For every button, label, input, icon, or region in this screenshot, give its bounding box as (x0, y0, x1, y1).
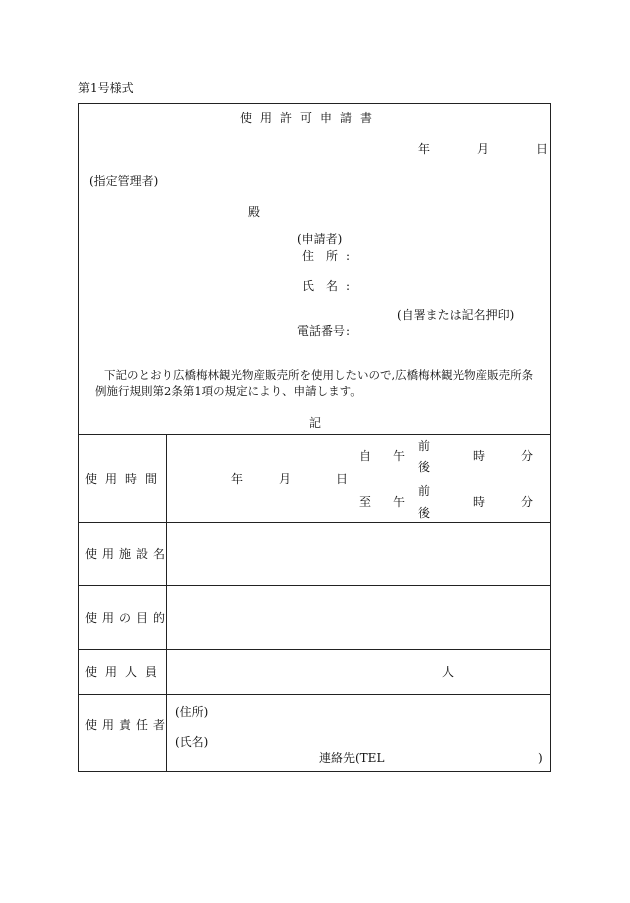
manager-name-label: (氏名) (175, 735, 209, 749)
time-month: 月 (279, 472, 292, 486)
applicant-address-label: 住 所 (302, 249, 339, 263)
time-from-hour: 時 (473, 449, 486, 463)
time-year: 年 (231, 472, 244, 486)
time-from-pm: 後 (418, 460, 431, 474)
row-divider-persons (78, 694, 551, 695)
applicant-name-colon: : (346, 279, 351, 293)
date-day: 日 (536, 142, 549, 156)
form-number: 第1号様式 (78, 81, 134, 95)
time-to-hour: 時 (473, 495, 486, 509)
applicant-address-colon: : (346, 249, 351, 263)
manager-address-label: (住所) (175, 705, 209, 719)
row-divider-time (78, 522, 551, 523)
time-from-minute: 分 (521, 449, 534, 463)
manager-contact-label: 連絡先(TEL (319, 751, 385, 765)
date-month: 月 (477, 142, 490, 156)
row-label-facility: 使用施設名 (85, 547, 171, 561)
addressee-honorific: 殿 (248, 205, 261, 219)
time-to-pm: 後 (418, 506, 431, 520)
applicant-phone-label: 電話番号 (297, 324, 346, 338)
record-mark: 記 (309, 416, 322, 430)
row-label-manager: 使用責任者 (85, 718, 171, 732)
date-year: 年 (418, 142, 431, 156)
signature-note: (自署または記名押印) (397, 308, 515, 322)
row-label-time: 使用時間 (85, 472, 166, 486)
time-from-am: 前 (418, 439, 431, 453)
time-from-noon: 午 (393, 449, 406, 463)
applicant-section-label: (申請者) (297, 232, 343, 246)
body-text-line-2: 例施行規則第2条第1項の規定により、申請します。 (95, 384, 362, 398)
persons-unit: 人 (442, 665, 455, 679)
time-to-noon: 午 (393, 495, 406, 509)
form-title: 使用許可申請書 (240, 111, 381, 125)
applicant-name-label: 氏 名 (302, 279, 339, 293)
row-label-persons: 使用人員 (85, 665, 166, 679)
time-day: 日 (336, 472, 349, 486)
body-text-line-1: 下記のとおり広橋梅林観光物産販売所を使用したいので,広橋梅林観光物産販売所条 (104, 368, 534, 382)
table-top-border (78, 434, 551, 435)
row-divider-facility (78, 585, 551, 586)
row-divider-purpose (78, 649, 551, 650)
time-from: 自 (359, 449, 372, 463)
time-to: 至 (359, 495, 372, 509)
applicant-phone-colon: : (346, 324, 351, 338)
row-label-purpose: 使用の目的 (85, 611, 171, 625)
addressee-label: (指定管理者) (89, 174, 159, 188)
manager-contact-close: ) (538, 751, 543, 765)
time-to-minute: 分 (521, 495, 534, 509)
time-to-am: 前 (418, 484, 431, 498)
